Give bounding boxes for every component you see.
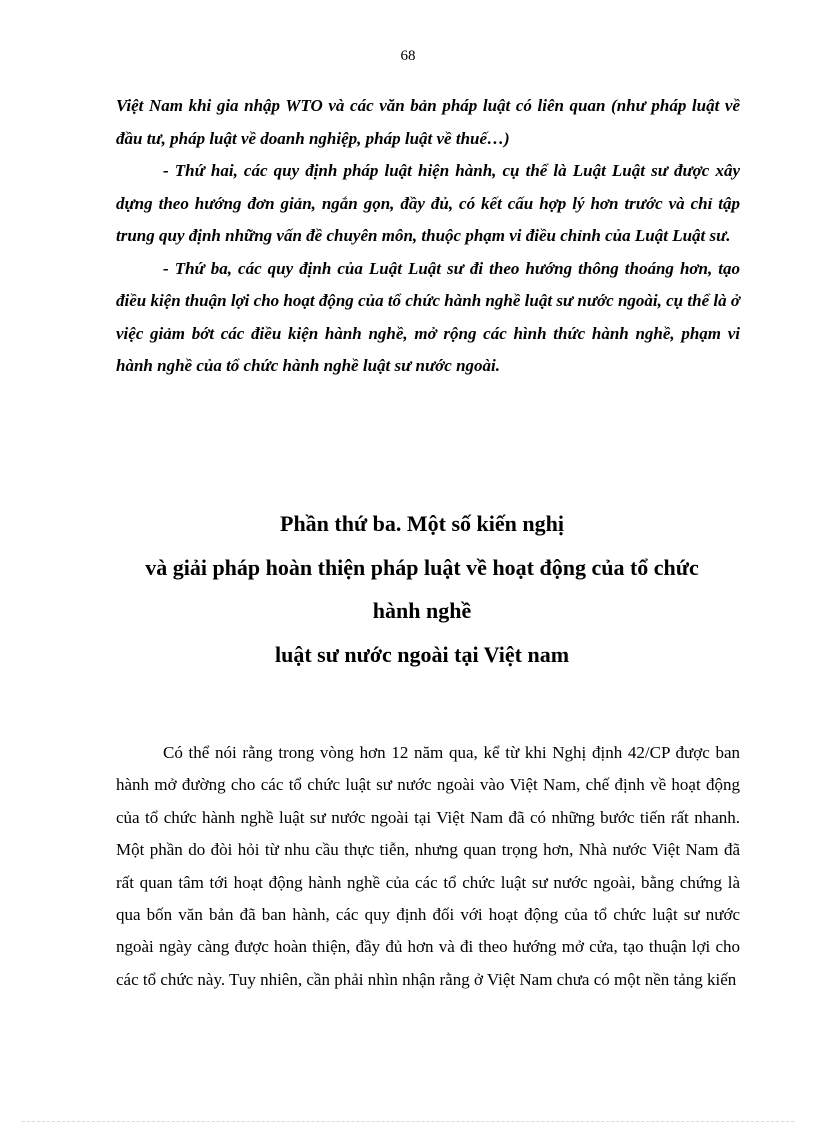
body-paragraph: Có thể nói rằng trong vòng hơn 12 năm qua, kể từ khi Nghị định 42/CP được ban hành mở đường cho các tổ chức luật sư nước ngoài vào Việt Nam, chế định về hoạt động của tổ chức hành nghề luật sư nước ngoài tại Việt Nam đã có những bước tiến rất nhanh. Một phần do đòi hỏi từ nhu cầu thực tiễn, nhưng quan trọng hơn, Nhà nước Việt Nam đã rất quan tâm tới hoạt động hành nghề của các tổ chức luật sư nước ngoài, bằng chứng là qua bốn văn bản đã ban hành, các quy định đối với hoạt động của tổ chức luật sư nước ngoài ngày càng được hoàn thiện, đầy đủ hơn và đi theo hướng mở cửa, tạo thuận lợi cho các tổ chức này. Tuy nhiên, cần phải nhìn nhận rằng ở Việt Nam chưa có một nền tảng kiến [116,743,740,989]
heading-line-3: hành nghề [372,598,472,623]
section-heading [90,502,754,676]
page-number: 68 [400,48,416,64]
italic-paragraph-second: - Thứ hai, các quy định pháp luật hiện hành, cụ thể là Luật Luật sư được xây dựng theo hướng đơn giản, ngắn gọn, đầy đủ, có kết cấu hợp lý hơn trước và chỉ tập trung quy định những vấn đề chuyên môn, thuộc phạm vi điều chỉnh của Luật Luật sư. [116,161,740,245]
italic-paragraph-third: - Thứ ba, các quy định của Luật Luật sư đi theo hướng thông thoáng hơn, tạo điều kiện thuận lợi cho hoạt động của tổ chức hành nghề luật sư nước ngoài, cụ thể là ở việc giảm bớt các điều kiện hành nghề, mở rộng các hình thức hành nghề, phạm vi hành nghề của tổ chức hành nghề luật sư nước ngoài. [116,258,740,375]
italic-paragraph-continuation: Việt Nam khi gia nhập WTO và các văn bản pháp luật có liên quan (như pháp luật về đầu tư, pháp luật về doanh nghiệp, pháp luật về thuế…) [116,96,740,148]
italic-text-block [116,90,740,383]
heading-line-2: và giải pháp hoàn thiện pháp luật về hoạt động của tổ chức [145,554,699,580]
page-bottom-divider [22,1121,794,1122]
heading-line-4: luật sư nước ngoài tại Việt nam [274,641,570,667]
heading-line-1: Phần thứ ba. Một số kiến nghị [280,511,564,536]
